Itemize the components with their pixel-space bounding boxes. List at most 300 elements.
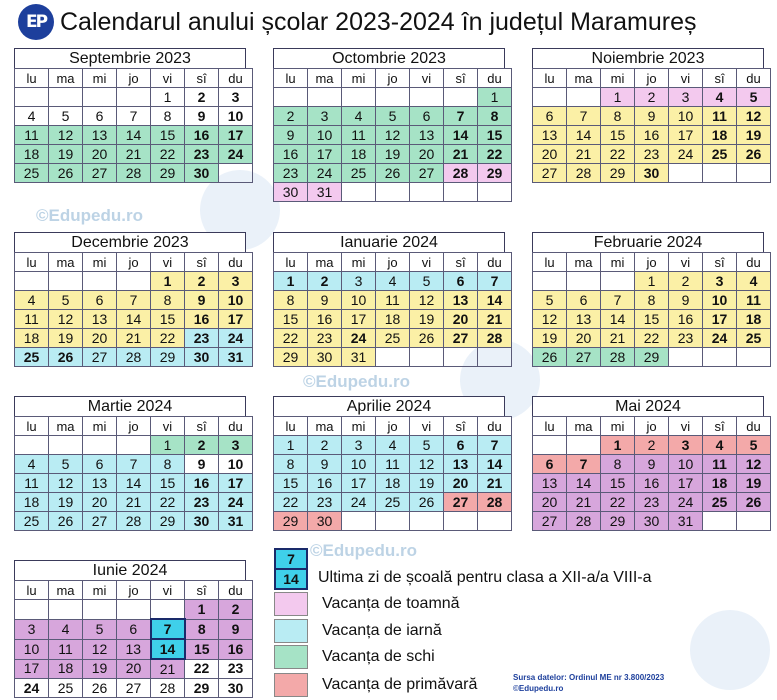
weekday-label: jo: [635, 69, 669, 88]
day-cell: 18: [703, 126, 737, 145]
week-row: [15, 88, 253, 107]
empty-day-cell: [601, 272, 635, 291]
day-cell: 28: [601, 348, 635, 367]
day-cell: 27: [83, 164, 117, 183]
day-cell: 7: [478, 272, 512, 291]
day-cell: 26: [49, 512, 83, 531]
empty-day-cell: [376, 88, 410, 107]
weekday-label: vi: [669, 417, 703, 436]
empty-day-cell: [703, 164, 737, 183]
week-row: [15, 291, 253, 310]
day-cell: 21: [117, 145, 151, 164]
day-cell: 29: [151, 164, 185, 183]
empty-day-cell: [669, 348, 703, 367]
edupedu-logo-icon: EP: [18, 4, 54, 40]
empty-day-cell: [737, 348, 771, 367]
empty-day-cell: [83, 88, 117, 107]
day-cell: 8: [151, 291, 185, 310]
month-grid: [14, 252, 253, 367]
day-cell: 12: [737, 455, 771, 474]
day-cell: 21: [151, 659, 185, 679]
day-cell: 5: [410, 272, 444, 291]
day-cell: 16: [669, 310, 703, 329]
day-cell: 4: [49, 619, 83, 639]
weekday-label: sî: [185, 581, 219, 600]
day-cell: 27: [410, 164, 444, 183]
weekday-label: vi: [669, 69, 703, 88]
day-cell: 19: [737, 474, 771, 493]
empty-day-cell: [49, 436, 83, 455]
month-grid: [14, 580, 253, 698]
empty-day-cell: [83, 272, 117, 291]
week-row: [274, 348, 512, 367]
day-cell: 12: [533, 310, 567, 329]
day-cell: 13: [533, 474, 567, 493]
day-cell: 17: [342, 310, 376, 329]
day-cell: 20: [567, 329, 601, 348]
day-cell: 10: [669, 455, 703, 474]
day-cell: 19: [737, 126, 771, 145]
weekday-label: jo: [117, 581, 151, 600]
day-cell: 4: [703, 88, 737, 107]
day-cell: 29: [478, 164, 512, 183]
header: [18, 3, 697, 41]
weekday-label: mi: [342, 69, 376, 88]
day-cell: 3: [703, 272, 737, 291]
empty-day-cell: [376, 512, 410, 531]
day-cell: 27: [83, 512, 117, 531]
week-row: [533, 145, 771, 164]
day-cell: 14: [478, 455, 512, 474]
day-cell: 27: [533, 164, 567, 183]
day-cell: 20: [83, 329, 117, 348]
month-title: Octombrie 2023: [273, 48, 505, 68]
day-cell: 21: [478, 474, 512, 493]
day-cell: 11: [15, 126, 49, 145]
watermark-text: ©Edupedu.ro: [36, 206, 143, 225]
day-cell: 25: [703, 493, 737, 512]
day-cell: 10: [669, 107, 703, 126]
day-cell: 28: [444, 164, 478, 183]
day-cell: 16: [308, 474, 342, 493]
weekday-label: mi: [83, 417, 117, 436]
day-cell: 26: [737, 493, 771, 512]
source-copyright: ©Edupedu.ro: [513, 684, 564, 693]
week-row: [533, 329, 771, 348]
day-cell: 24: [703, 329, 737, 348]
day-cell: 13: [444, 455, 478, 474]
day-cell: 19: [49, 145, 83, 164]
empty-day-cell: [444, 88, 478, 107]
source-line: Sursa datelor: Ordinul ME nr 3.800/2023: [513, 673, 665, 682]
legend-last-day-swatch: [274, 548, 308, 588]
day-cell: 1: [635, 272, 669, 291]
day-cell: 5: [533, 291, 567, 310]
weekday-label: mi: [83, 581, 117, 600]
month-grid: [532, 416, 771, 531]
day-cell: 9: [274, 126, 308, 145]
day-cell: 27: [83, 348, 117, 367]
weekday-label: ma: [567, 417, 601, 436]
day-cell: 28: [117, 512, 151, 531]
day-cell: 6: [567, 291, 601, 310]
week-row: [533, 88, 771, 107]
day-cell: 9: [635, 455, 669, 474]
empty-day-cell: [117, 272, 151, 291]
day-cell: 14: [151, 639, 185, 659]
day-cell: 1: [185, 600, 219, 620]
day-cell: 20: [533, 493, 567, 512]
day-cell: 14: [117, 474, 151, 493]
day-cell: 31: [342, 348, 376, 367]
empty-day-cell: [308, 88, 342, 107]
weekday-label: du: [219, 69, 253, 88]
day-cell: 9: [185, 107, 219, 126]
day-cell: 6: [83, 291, 117, 310]
empty-day-cell: [342, 183, 376, 202]
week-row: [15, 455, 253, 474]
month-title: Ianuarie 2024: [273, 232, 505, 252]
day-cell: 26: [737, 145, 771, 164]
day-cell: 20: [117, 659, 151, 679]
weekday-label: lu: [274, 417, 308, 436]
empty-day-cell: [15, 88, 49, 107]
weekday-header-row: [533, 69, 771, 88]
day-cell: 7: [567, 455, 601, 474]
day-cell: 25: [15, 164, 49, 183]
day-cell: 13: [444, 291, 478, 310]
day-cell: 19: [410, 474, 444, 493]
weekday-label: jo: [376, 69, 410, 88]
day-cell: 14: [478, 291, 512, 310]
day-cell: 10: [219, 455, 253, 474]
day-cell: 27: [117, 679, 151, 698]
day-cell: 10: [219, 291, 253, 310]
day-cell: 26: [533, 348, 567, 367]
month-grid: [273, 252, 512, 367]
empty-day-cell: [342, 512, 376, 531]
day-cell: 13: [533, 126, 567, 145]
weekday-label: du: [737, 69, 771, 88]
day-cell: 9: [219, 619, 253, 639]
weekday-header-row: [15, 581, 253, 600]
weekday-label: ma: [308, 253, 342, 272]
day-cell: 14: [567, 126, 601, 145]
month-title: Noiembrie 2023: [532, 48, 764, 68]
day-cell: 11: [737, 291, 771, 310]
month-calendar: [532, 396, 764, 531]
day-cell: 24: [219, 145, 253, 164]
weekday-label: sî: [185, 69, 219, 88]
day-cell: 22: [274, 493, 308, 512]
day-cell: 20: [410, 145, 444, 164]
week-row: [15, 679, 253, 698]
day-cell: 20: [533, 145, 567, 164]
day-cell: 7: [117, 291, 151, 310]
day-cell: 4: [737, 272, 771, 291]
day-cell: 12: [376, 126, 410, 145]
day-cell: 9: [308, 291, 342, 310]
month-calendar: [14, 560, 246, 698]
empty-day-cell: [49, 600, 83, 620]
day-cell: 30: [185, 512, 219, 531]
day-cell: 31: [669, 512, 703, 531]
week-row: [533, 310, 771, 329]
week-row: [15, 164, 253, 183]
day-cell: 24: [342, 329, 376, 348]
day-cell: 7: [151, 619, 185, 639]
day-cell: 8: [185, 619, 219, 639]
empty-day-cell: [478, 348, 512, 367]
day-cell: 18: [49, 659, 83, 679]
legend-item-winter: [274, 619, 442, 643]
week-row: [15, 272, 253, 291]
weekday-label: lu: [533, 69, 567, 88]
day-cell: 3: [219, 436, 253, 455]
day-cell: 2: [308, 272, 342, 291]
week-row: [15, 329, 253, 348]
day-cell: 22: [185, 659, 219, 679]
day-cell: 17: [15, 659, 49, 679]
day-cell: 3: [342, 436, 376, 455]
empty-day-cell: [49, 88, 83, 107]
day-cell: 4: [376, 272, 410, 291]
day-cell: 2: [669, 272, 703, 291]
empty-day-cell: [444, 512, 478, 531]
weekday-label: du: [478, 69, 512, 88]
day-cell: 25: [15, 348, 49, 367]
day-cell: 16: [308, 310, 342, 329]
weekday-label: lu: [15, 417, 49, 436]
day-cell: 23: [185, 145, 219, 164]
day-cell: 21: [567, 145, 601, 164]
empty-day-cell: [219, 164, 253, 183]
day-cell: 8: [601, 107, 635, 126]
day-cell: 30: [308, 348, 342, 367]
weekday-label: ma: [49, 253, 83, 272]
day-cell: 18: [703, 474, 737, 493]
weekday-label: vi: [151, 69, 185, 88]
day-cell: 5: [49, 455, 83, 474]
week-row: [274, 107, 512, 126]
day-cell: 14: [117, 310, 151, 329]
day-cell: 24: [15, 679, 49, 698]
empty-day-cell: [533, 436, 567, 455]
weekday-label: du: [219, 253, 253, 272]
day-cell: 15: [151, 474, 185, 493]
day-cell: 26: [410, 329, 444, 348]
weekday-label: sî: [444, 417, 478, 436]
day-cell: 24: [669, 145, 703, 164]
weekday-label: lu: [15, 69, 49, 88]
month-calendar: [532, 232, 764, 367]
week-row: [274, 291, 512, 310]
day-cell: 4: [376, 436, 410, 455]
month-grid: [273, 68, 512, 202]
day-cell: 3: [219, 272, 253, 291]
weekday-label: du: [219, 417, 253, 436]
empty-day-cell: [83, 600, 117, 620]
legend-label: Vacanța de iarnă: [322, 622, 442, 639]
empty-day-cell: [376, 183, 410, 202]
weekday-label: lu: [274, 69, 308, 88]
week-row: [15, 619, 253, 639]
day-cell: 11: [342, 126, 376, 145]
day-cell: 2: [185, 272, 219, 291]
day-cell: 24: [219, 493, 253, 512]
day-cell: 25: [703, 145, 737, 164]
day-cell: 29: [274, 348, 308, 367]
weekday-label: mi: [601, 417, 635, 436]
weekday-label: vi: [410, 69, 444, 88]
legend-label: Vacanța de toamnă: [322, 595, 460, 612]
day-cell: 30: [308, 512, 342, 531]
day-cell: 19: [49, 329, 83, 348]
day-cell: 7: [601, 291, 635, 310]
month-grid: [14, 416, 253, 531]
week-row: [15, 126, 253, 145]
weekday-label: du: [478, 417, 512, 436]
week-row: [15, 639, 253, 659]
weekday-header-row: [15, 417, 253, 436]
weekday-label: ma: [308, 69, 342, 88]
day-cell: 4: [342, 107, 376, 126]
empty-day-cell: [478, 183, 512, 202]
day-cell: 22: [151, 145, 185, 164]
month-grid: [532, 252, 771, 367]
day-cell: 2: [274, 107, 308, 126]
weekday-label: mi: [83, 253, 117, 272]
day-cell: 31: [219, 512, 253, 531]
month-calendar: [14, 48, 246, 183]
weekday-label: vi: [410, 417, 444, 436]
day-cell: 25: [737, 329, 771, 348]
empty-day-cell: [703, 512, 737, 531]
weekday-label: mi: [601, 253, 635, 272]
day-cell: 2: [185, 436, 219, 455]
empty-day-cell: [478, 512, 512, 531]
empty-day-cell: [410, 183, 444, 202]
day-cell: 4: [703, 436, 737, 455]
day-cell: 12: [49, 310, 83, 329]
day-cell: 19: [49, 493, 83, 512]
legend-label: Vacanța de schi: [322, 648, 435, 665]
weekday-label: jo: [376, 417, 410, 436]
day-cell: 23: [219, 659, 253, 679]
empty-day-cell: [151, 600, 185, 620]
day-cell: 6: [444, 272, 478, 291]
week-row: [274, 474, 512, 493]
source-note: [513, 672, 664, 694]
day-cell: 22: [151, 493, 185, 512]
empty-day-cell: [376, 348, 410, 367]
week-row: [15, 310, 253, 329]
month-calendar: [273, 396, 505, 531]
weekday-label: ma: [49, 417, 83, 436]
week-row: [274, 310, 512, 329]
day-cell: 12: [410, 455, 444, 474]
day-cell: 24: [669, 493, 703, 512]
day-cell: 29: [185, 679, 219, 698]
empty-day-cell: [410, 88, 444, 107]
day-cell: 14: [117, 126, 151, 145]
day-cell: 4: [15, 107, 49, 126]
day-cell: 10: [342, 291, 376, 310]
day-cell: 16: [185, 310, 219, 329]
day-cell: 25: [49, 679, 83, 698]
legend-swatch: [274, 592, 308, 616]
day-cell: 15: [635, 310, 669, 329]
weekday-label: lu: [15, 581, 49, 600]
weekday-label: ma: [567, 69, 601, 88]
month-title: Iunie 2024: [14, 560, 246, 580]
legend-label: Ultima zi de școală pentru clasa a XII-a/a VIII-a: [318, 569, 652, 586]
day-cell: 8: [635, 291, 669, 310]
day-cell: 26: [83, 679, 117, 698]
day-cell: 9: [635, 107, 669, 126]
weekday-label: sî: [444, 69, 478, 88]
day-cell: 29: [151, 512, 185, 531]
day-cell: 7: [117, 455, 151, 474]
day-cell: 21: [117, 329, 151, 348]
legend-day-14: 14: [274, 568, 308, 590]
weekday-label: vi: [669, 253, 703, 272]
day-cell: 29: [635, 348, 669, 367]
week-row: [533, 455, 771, 474]
watermark-text: ©Edupedu.ro: [303, 372, 410, 391]
day-cell: 20: [83, 493, 117, 512]
day-cell: 22: [601, 493, 635, 512]
day-cell: 21: [478, 310, 512, 329]
week-row: [533, 348, 771, 367]
month-calendar: [14, 396, 246, 531]
weekday-label: mi: [601, 69, 635, 88]
week-row: [533, 512, 771, 531]
week-row: [15, 145, 253, 164]
month-calendar: [273, 48, 505, 202]
day-cell: 24: [219, 329, 253, 348]
day-cell: 10: [703, 291, 737, 310]
legend-day-7: 7: [274, 548, 308, 570]
weekday-label: lu: [533, 417, 567, 436]
week-row: [533, 107, 771, 126]
day-cell: 14: [601, 310, 635, 329]
weekday-label: ma: [308, 417, 342, 436]
day-cell: 4: [15, 455, 49, 474]
day-cell: 1: [274, 436, 308, 455]
day-cell: 16: [635, 126, 669, 145]
empty-day-cell: [83, 436, 117, 455]
day-cell: 29: [601, 164, 635, 183]
empty-day-cell: [737, 164, 771, 183]
day-cell: 5: [737, 88, 771, 107]
empty-day-cell: [117, 436, 151, 455]
day-cell: 16: [635, 474, 669, 493]
day-cell: 28: [478, 493, 512, 512]
day-cell: 23: [635, 493, 669, 512]
weekday-label: sî: [444, 253, 478, 272]
week-row: [533, 493, 771, 512]
day-cell: 16: [219, 639, 253, 659]
week-row: [15, 493, 253, 512]
weekday-header-row: [274, 417, 512, 436]
week-row: [533, 436, 771, 455]
day-cell: 23: [185, 493, 219, 512]
legend-item-last-day: [318, 569, 651, 587]
day-cell: 11: [15, 474, 49, 493]
day-cell: 18: [15, 329, 49, 348]
day-cell: 27: [444, 493, 478, 512]
